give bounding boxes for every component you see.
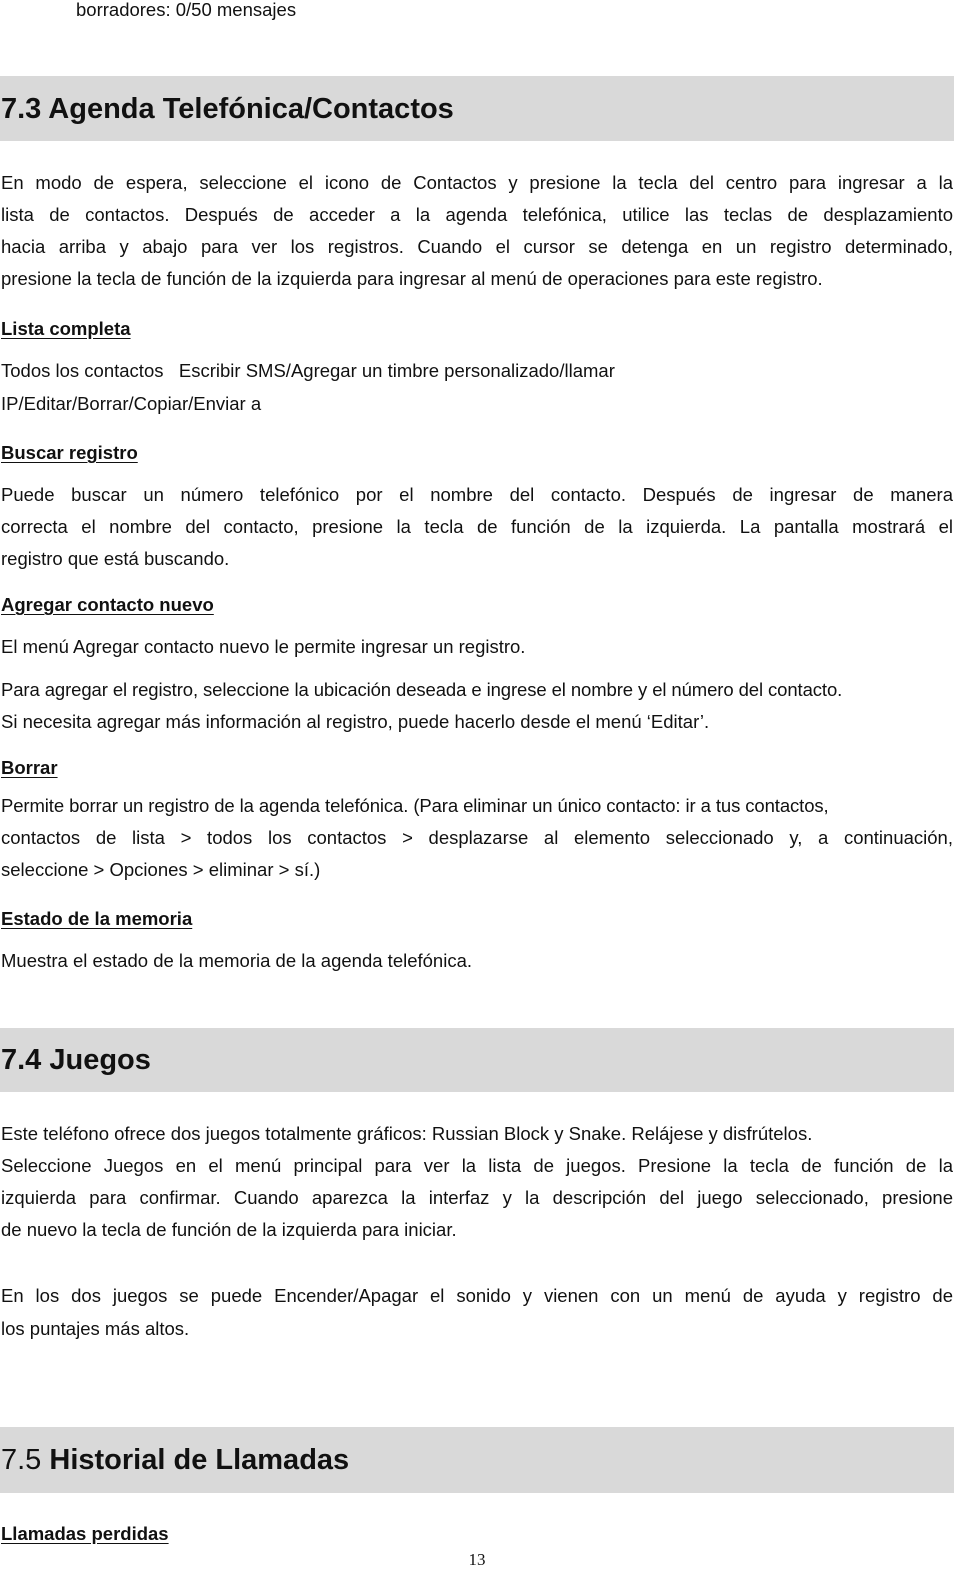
section-title [1,1042,151,1078]
subheading-agregar-contacto: Agregar contacto nuevo [1,594,214,615]
section-title [1,91,454,127]
section-heading-band [0,1028,954,1092]
subheading-estado-memoria: Estado de la memoria [1,908,193,929]
paragraph-line: IP/Editar/Borrar/Copiar/Enviar a [1,393,262,414]
section-title [1,1442,349,1478]
paragraph-line: contactos de lista > todos los contactos > desplazarse al elemento seleccionado y, a continuación, [1,827,953,848]
paragraph-line: Permite borrar un registro de la agenda telefónica. (Para eliminar un único contacto: ir a tus contactos, [1,795,829,816]
paragraph-line: Para agregar el registro, seleccione la ubicación deseada e ingrese el nombre y el número del contacto. [1,679,843,700]
paragraph-line: de nuevo la tecla de función de la izquierda para iniciar. [1,1219,457,1240]
paragraph-line: lista de contactos. Después de acceder a la agenda telefónica, utilice las teclas de desplazamiento [1,204,953,225]
paragraph-line: correcta el nombre del contacto, presione la tecla de función de la izquierda. La pantalla mostrará el [1,516,953,537]
paragraph-line: Todos los contactos Escribir SMS/Agregar un timbre personalizado/llamar [1,360,615,381]
paragraph-line: los puntajes más altos. [1,1318,190,1339]
section-number: 7.5 [1,1444,42,1476]
subheading-buscar-registro: Buscar registro [1,442,138,463]
paragraph-line: hacia arriba y abajo para ver los registros. Cuando el cursor se detenga en un registro determinado, [1,236,953,257]
subheading-llamadas-perdidas: Llamadas perdidas [1,1523,169,1544]
paragraph-line: Si necesita agregar más información al registro, puede hacerlo desde el menú ‘Editar’. [1,711,710,732]
paragraph-line: En modo de espera, seleccione el icono de Contactos y presione la tecla del centro para ingresar a la [1,172,953,193]
paragraph-line: presione la tecla de función de la izquierda para ingresar al menú de operaciones para este registro. [1,268,823,289]
paragraph-line: registro que está buscando. [1,548,230,569]
paragraph-line: Puede buscar un número telefónico por el nombre del contacto. Después de ingresar de manera [1,484,953,505]
subheading-lista-completa: Lista completa [1,318,131,339]
paragraph-line: seleccione > Opciones > eliminar > sí.) [1,859,321,880]
paragraph-line: Este teléfono ofrece dos juegos totalmente gráficos: Russian Block y Snake. Relájese y disfrútelos. [1,1123,813,1144]
section-title-text: Historial de Llamadas [49,1444,350,1476]
paragraph-line: El menú Agregar contacto nuevo le permite ingresar un registro. [1,636,526,657]
paragraph-line: izquierda para confirmar. Cuando aparezca la interfaz y la descripción del juego seleccionado, presione [1,1187,953,1208]
paragraph-line: En los dos juegos se puede Encender/Apagar el sonido y vienen con un menú de ayuda y registro de [1,1285,953,1306]
subheading-borrar: Borrar [1,757,58,778]
paragraph-line: Seleccione Juegos en el menú principal para ver la lista de juegos. Presione la tecla de función de la [1,1155,953,1176]
previous-section-tail: borradores: 0/50 mensajes [76,0,297,20]
paragraph-line: Muestra el estado de la memoria de la agenda telefónica. [1,950,473,971]
section-title-text: 7.3 Agenda Telefónica/Contactos [1,93,454,125]
section-heading-band [0,1427,954,1493]
section-title-text: 7.4 Juegos [1,1044,151,1076]
page-number: 13 [468,1550,486,1569]
section-heading-band [0,76,954,141]
